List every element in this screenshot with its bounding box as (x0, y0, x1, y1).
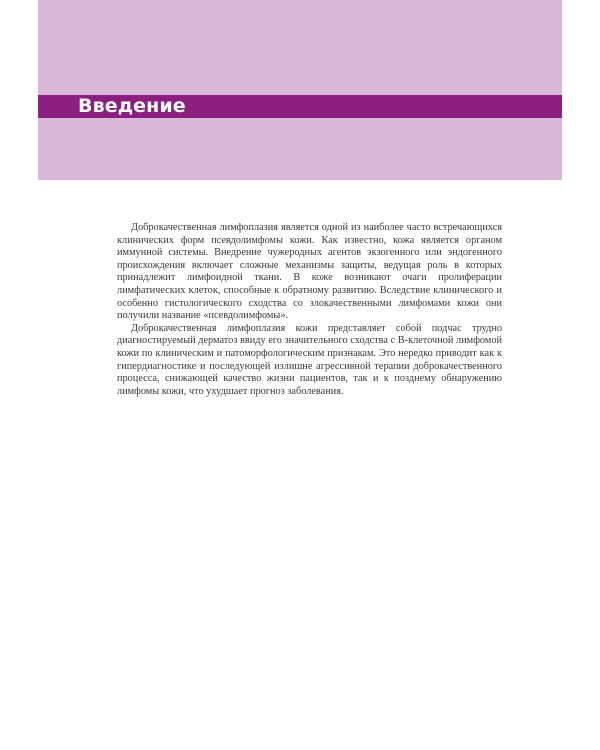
paragraph-2: Доброкачественная лимфоплазия кожи представляет собой подчас трудно диагностируемый дерматоз ввиду его значительного сходства с В-клеточной лимфомой кожи по клиническим и патоморфологическим признакам. Это нередко приводит как к гипердиагностике и последующей излишне агрессивной терапии доброкачественного процесса, снижающей качество жизни пациентов, так и к позднему обнаружению лимфомы кожи, что ухудшает прогноз заболевания. (117, 322, 502, 397)
chapter-body (117, 222, 502, 398)
paragraph-1: Доброкачественная лимфоплазия является одной из наиболее часто встречающихся клинических форм псевдолимфомы кожи. Как известно, кожа является органом иммунной системы. Внедрение чужеродных агентов экзогенного или эндогенного происхождения включает сложные механизмы защиты, ведущая роль в которых принадлежит лимфоидной ткани. В коже возникают очаги пролиферации лимфатических клеток, способные к обратному развитию. Вследствие клинического и особенно гистологического сходства со злокачественными лимфомами кожи они получили название «псевдолимфомы». (117, 222, 502, 322)
chapter-header-band (38, 0, 562, 180)
chapter-title: Введение (78, 95, 186, 117)
